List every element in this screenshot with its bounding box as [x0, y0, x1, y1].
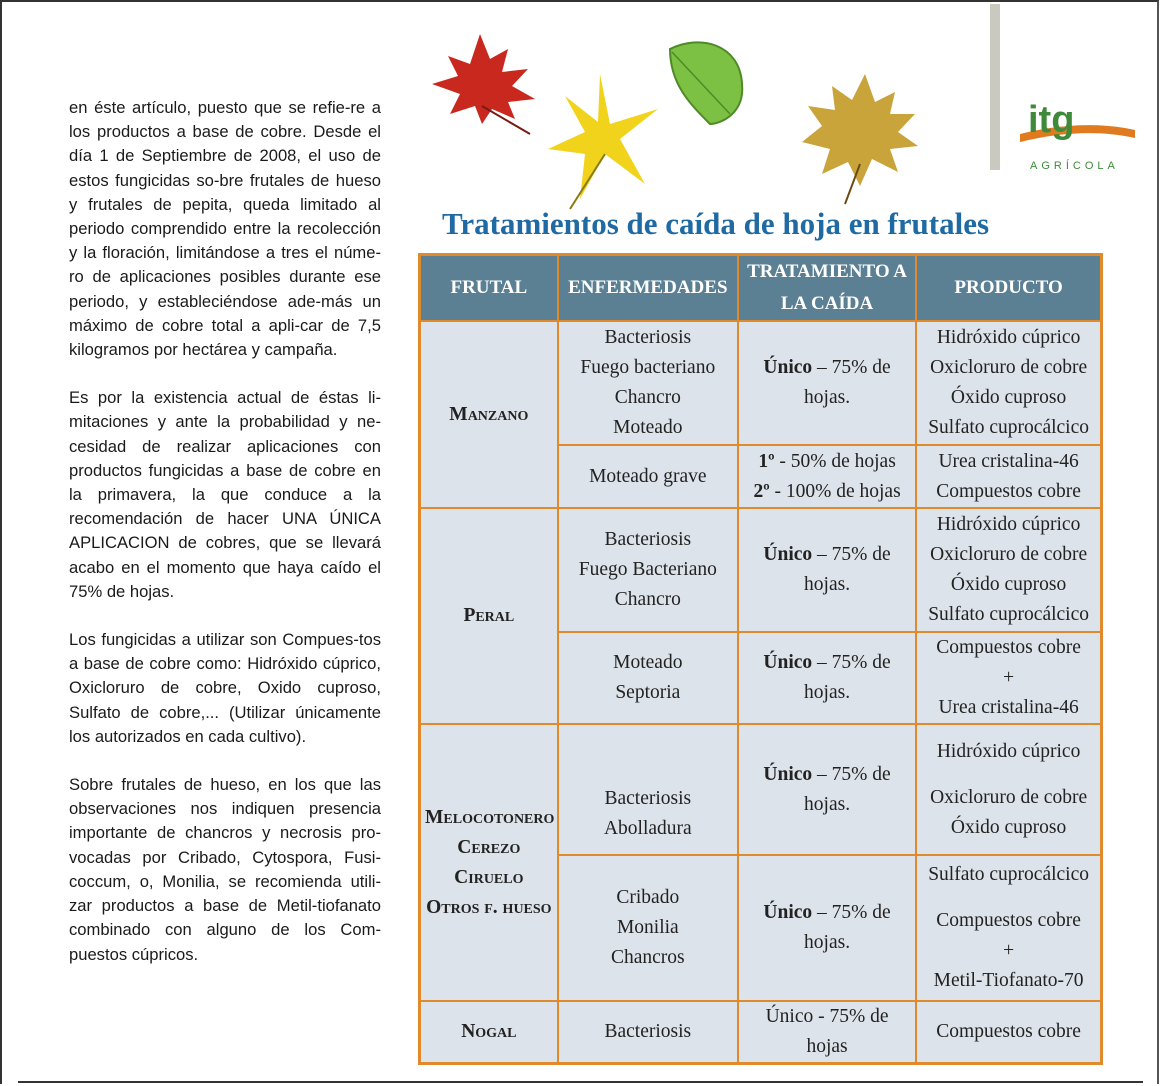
enfermedad-item: Monilia: [616, 917, 679, 938]
enfermedades-cell: [558, 321, 738, 445]
frutal-item: Otros f. hueso: [426, 896, 552, 918]
producto-cell: [916, 855, 1101, 1001]
tratamiento-text: – 75% de hojas.: [804, 902, 891, 953]
tratamiento-bold: Único: [763, 902, 813, 923]
producto-item: Óxido cuproso: [950, 816, 1067, 838]
producto-item: Sulfato cuprocálcico: [928, 864, 1089, 885]
producto-item: Urea cristalina-46: [938, 697, 1079, 718]
producto-item: Óxido cuproso: [950, 387, 1067, 408]
enfermedad-item: Moteado: [613, 417, 683, 438]
tratamiento-cell: [738, 445, 916, 508]
enfermedades-cell: [558, 632, 738, 724]
bottom-rule: [18, 1081, 1143, 1083]
tratamiento-bold: Único: [763, 652, 813, 673]
paragraph-2: Es por la existencia actual de éstas li-mitaciones y ante la probabilidad y ne-cesidad de realizar aplicaciones con productos fungicidas a base de cobre en la primavera, la que conduce a la recomendación de hacer UNA ÚNICA APLICACION de cobres, que se llevará acabo en el momento que haya caído el 75% de hojas.: [69, 388, 381, 601]
tratamiento-cell: [738, 632, 916, 724]
producto-item: +: [1003, 667, 1015, 688]
frutal-peral: Peral: [420, 508, 558, 724]
tratamiento-bold: Único: [763, 357, 813, 378]
producto-item: Hidróxido cúprico: [936, 514, 1081, 535]
producto-cell: [916, 632, 1101, 724]
tratamiento-bold: 2º: [753, 480, 770, 502]
producto-cell: Compuestos cobre: [916, 1001, 1101, 1064]
producto-item: Sulfato cuprocálcico: [928, 417, 1089, 438]
tratamiento-text: – 75% de hojas.: [804, 544, 891, 595]
producto-item: Oxicloruro de cobre: [930, 544, 1088, 565]
treatments-table: [418, 253, 1103, 1065]
article-text-column: [69, 96, 381, 991]
itg-logo-mark-icon: [1020, 94, 1135, 154]
frutal-hueso: [420, 724, 558, 1001]
producto-item: Oxicloruro de cobre: [930, 786, 1088, 808]
header-tratamiento: TRATAMIENTO A LA CAÍDA: [738, 255, 916, 322]
tratamiento-bold: Único: [763, 544, 813, 565]
tratamiento-bold: 1º: [758, 450, 775, 472]
logo-wordmark: AGRÍCOLA: [1030, 160, 1119, 172]
spacer: [921, 767, 1096, 783]
frutal-manzano: Manzano: [420, 321, 558, 508]
logo-bar: [990, 4, 1000, 170]
tratamiento-line: [743, 477, 911, 507]
frutal-item: Melocotonero: [425, 806, 555, 828]
frutal-item: Ciruelo: [454, 866, 524, 888]
enfermedades-cell: [558, 855, 738, 1001]
header-enfermedades: ENFERMEDADES: [558, 255, 738, 322]
enfermedad-item: Chancro: [614, 589, 681, 610]
tratamiento-bold: Único: [763, 763, 813, 785]
enfermedad-item: Moteado: [613, 652, 683, 673]
enfermedad-item: Bacteriosis: [604, 788, 692, 809]
table-row: [420, 508, 1102, 632]
producto-item: Sulfato cuprocálcico: [928, 604, 1089, 625]
enfermedad-item: Septoria: [615, 682, 681, 703]
paragraph-3: Los fungicidas a utilizar son Compues-tos a base de cobre como: Hidróxido cúprico, Oxicloruro de cobre, Oxido cuproso, Sulfato de cobre,... (Utilizar únicamente los autorizados en cada cultivo).: [69, 630, 381, 746]
enfermedad-item: Abolladura: [603, 818, 692, 839]
producto-item: Urea cristalina-46: [938, 450, 1079, 472]
tratamiento-cell: [738, 321, 916, 445]
producto-item: Óxido cuproso: [950, 574, 1067, 595]
enfermedad-item: Cribado: [616, 887, 680, 908]
tratamiento-cell: [738, 724, 916, 855]
paragraph-1: en éste artículo, puesto que se refie-re a los productos a base de cobre. Desde el día 1 de Septiembre de 2008, el uso de estos fungicidas so-bre frutales de hueso y frutales de pepita, queda limitado al periodo comprendido entre la recolección y la floración, limitándose a tres el núme-ro de aplicaciones posibles durante ese periodo, y estableciéndose ade-más un máximo de cobre total a apli-car de 7,5 kilogramos por hectárea y campaña.: [69, 98, 381, 360]
yellow-leaf-icon: [548, 74, 658, 209]
header-producto: PRODUCTO: [916, 255, 1101, 322]
leaves-illustration: [420, 14, 940, 214]
tratamiento-text: - 50% de hojas: [774, 450, 896, 472]
producto-item: Oxicloruro de cobre: [930, 357, 1088, 378]
itg-agricola-logo: [990, 4, 1140, 174]
header-frutal: FRUTAL: [420, 255, 558, 322]
enfermedad-item: Fuego bacteriano: [580, 357, 716, 378]
tratamiento-text: – 75% de hojas.: [804, 763, 891, 815]
table-header-row: [420, 255, 1102, 322]
table-row: [420, 724, 1102, 855]
frutal-nogal: Nogal: [420, 1001, 558, 1064]
enfermedades-cell: Moteado grave: [558, 445, 738, 508]
tratamiento-cell: Único - 75% de hojas: [738, 1001, 916, 1064]
producto-cell: [916, 445, 1101, 508]
producto-cell: [916, 508, 1101, 632]
producto-cell: [916, 321, 1101, 445]
producto-item: Compuestos cobre: [936, 910, 1081, 931]
enfermedades-cell: Bacteriosis: [558, 1001, 738, 1064]
tratamiento-text: – 75% de hojas.: [804, 652, 891, 703]
tratamiento-text: – 75% de hojas.: [804, 357, 891, 408]
spacer: [921, 890, 1096, 906]
producto-item: Compuestos cobre: [936, 480, 1081, 502]
producto-item: Hidróxido cúprico: [936, 740, 1081, 762]
producto-item: Hidróxido cúprico: [936, 327, 1081, 348]
autumn-maple-leaf-icon: [802, 74, 918, 204]
enfermedad-item: Bacteriosis: [604, 529, 692, 550]
logo-mark-text: itg: [1028, 99, 1075, 141]
tratamiento-line: [743, 447, 911, 477]
enfermedad-item: Bacteriosis: [604, 327, 692, 348]
enfermedades-cell: [558, 724, 738, 855]
enfermedades-cell: [558, 508, 738, 632]
red-maple-leaf-icon: [432, 34, 535, 134]
green-leaf-icon: [670, 42, 742, 124]
table-heading: Tratamientos de caída de hoja en frutales: [442, 206, 990, 241]
tratamiento-cell: [738, 855, 916, 1001]
producto-item: +: [1003, 940, 1015, 961]
tratamiento-text: - 100% de hojas: [769, 480, 901, 502]
tratamiento-cell: [738, 508, 916, 632]
enfermedad-item: Chancro: [614, 387, 681, 408]
table-row: [420, 321, 1102, 445]
enfermedad-item: Fuego Bacteriano: [578, 559, 717, 580]
table-row: [420, 1001, 1102, 1064]
enfermedad-item: Chancros: [610, 947, 685, 968]
producto-item: Compuestos cobre: [936, 637, 1081, 658]
producto-cell: [916, 724, 1101, 855]
producto-item: Metil-Tiofanato-70: [933, 970, 1084, 991]
frutal-item: Cerezo: [457, 836, 521, 858]
paragraph-4: Sobre frutales de hueso, en los que las observaciones nos indiquen presencia importante de chancros y necrosis pro-vocadas por Cribado, Cytospora, Fusi-coccum, o, Monilia, se recomienda utili-zar productos a base de Metil-tiofanato combinado con alguno de los Com-puestos cúpricos.: [69, 775, 381, 964]
